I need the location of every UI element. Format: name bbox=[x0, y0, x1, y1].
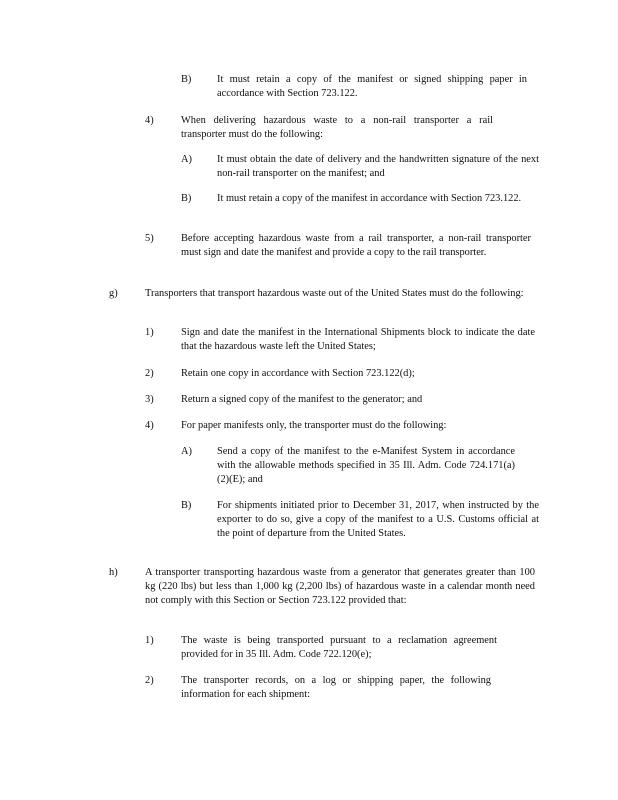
item-marker: h) bbox=[109, 567, 118, 578]
item-text: For paper manifests only, the transporter must do the following: bbox=[181, 420, 447, 431]
item-text: It must obtain the date of delivery and the handwritten signature of the next non-rail transporter on the manifest; and bbox=[217, 154, 539, 179]
item-marker: 1) bbox=[145, 327, 154, 338]
item-marker: 1) bbox=[145, 635, 154, 646]
item-text: Send a copy of the manifest to the e-Manifest System in accordance with the allowable methods specified in 35 Ill. Adm. Code 724.171(a)(2)(E); and bbox=[217, 446, 515, 485]
item-marker: B) bbox=[181, 500, 192, 511]
item-marker: B) bbox=[181, 74, 192, 85]
item-marker: 4) bbox=[145, 420, 154, 431]
item-marker: 2) bbox=[145, 368, 154, 379]
item-text: Retain one copy in accordance with Section 723.122(d); bbox=[181, 368, 415, 379]
item-marker: B) bbox=[181, 193, 192, 204]
item-text: Return a signed copy of the manifest to the generator; and bbox=[181, 394, 423, 405]
item-text: It must retain a copy of the manifest or signed shipping paper in accordance with Section 723.122. bbox=[217, 74, 527, 99]
item-marker: g) bbox=[109, 288, 118, 299]
item-text: Transporters that transport hazardous waste out of the United States must do the following: bbox=[145, 288, 524, 299]
item-marker: A) bbox=[181, 446, 192, 457]
item-text: For shipments initiated prior to December 31, 2017, when instructed by the exporter to do so, give a copy of the manifest to a U.S. Customs official at the point of departure from the United States. bbox=[217, 500, 539, 539]
item-marker: 5) bbox=[145, 233, 154, 244]
item-marker: 3) bbox=[145, 394, 154, 405]
item-text: Sign and date the manifest in the International Shipments block to indicate the date that the hazardous waste left the United States; bbox=[181, 327, 535, 352]
item-text: When delivering hazardous waste to a non-rail transporter a rail transporter must do the following: bbox=[181, 115, 493, 140]
item-marker: A) bbox=[181, 154, 192, 165]
item-marker: 4) bbox=[145, 115, 154, 126]
item-marker: 2) bbox=[145, 675, 154, 686]
item-text: The waste is being transported pursuant to a reclamation agreement provided for in 35 Ill. Adm. Code 722.120(e); bbox=[181, 635, 497, 660]
item-text: The transporter records, on a log or shipping paper, the following information for each shipment: bbox=[181, 675, 491, 700]
item-text: It must retain a copy of the manifest in accordance with Section 723.122. bbox=[217, 193, 522, 204]
item-text: A transporter transporting hazardous waste from a generator that generates greater than 100 kg (220 lbs) but less than 1,000 kg (2,200 lbs) of hazardous waste in a calendar month need not comply with this Section or Section 723.122 provided that: bbox=[145, 567, 535, 606]
item-text: Before accepting hazardous waste from a rail transporter, a non-rail transporter must sign and date the manifest and provide a copy to the rail transporter. bbox=[181, 233, 531, 258]
